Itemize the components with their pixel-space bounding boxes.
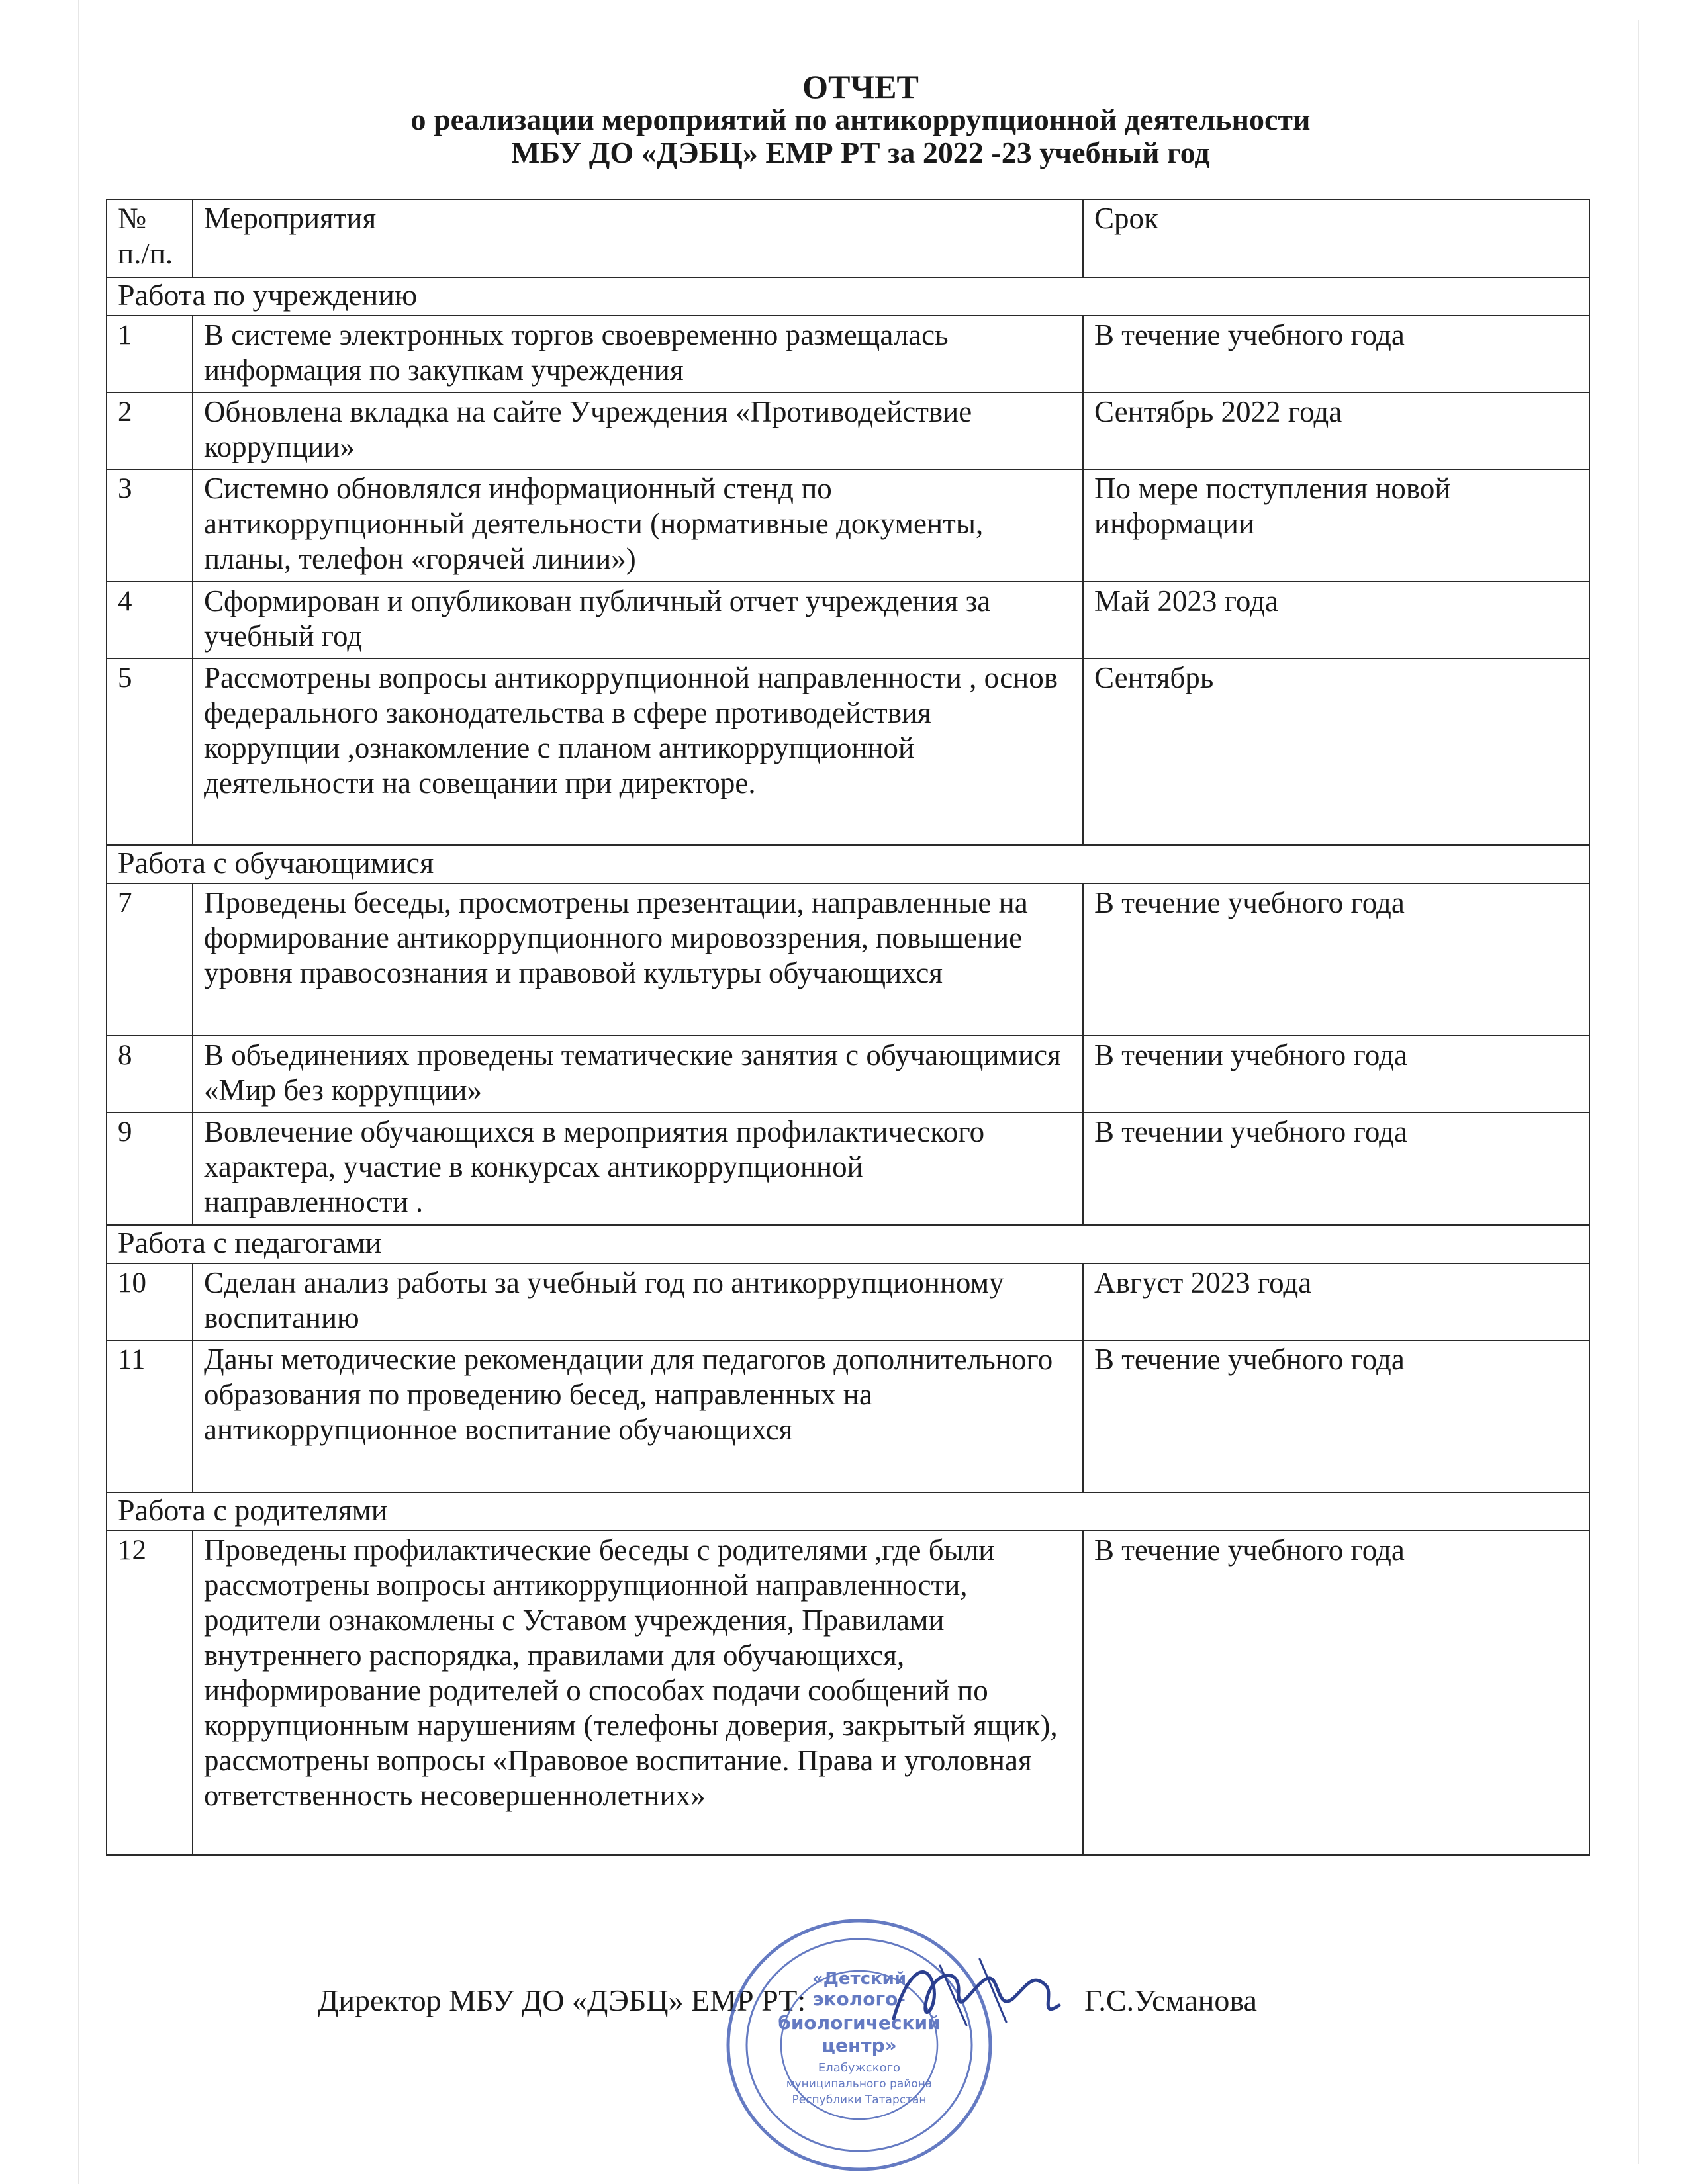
section-row (107, 845, 1589, 884)
report-subtitle-line2: МБУ ДО «ДЭБЦ» ЕМР РТ за 2022 -23 учебный год (511, 136, 1210, 169)
table-row (107, 884, 1589, 1036)
row-activity: Проведены профилактические беседы с родителями ,где были рассмотрены вопросы антикоррупционной направленности, родители ознакомлены с Уставом учреждения, Правилами внутреннего распорядка, правилами для обучающихся, информирование родителей о способах подачи сообщений по коррупционным нарушениям (телефоны доверия, закрытый ящик), рассмотрены вопросы «Правовое воспитание. Права и уголовная ответственность несовершеннолетних» (193, 1531, 1083, 1855)
row-term: В течении учебного года (1083, 1113, 1589, 1225)
row-term: Май 2023 года (1083, 582, 1589, 659)
table-row (107, 1036, 1589, 1113)
row-num: 4 (107, 582, 193, 659)
stamp-line-7: Республики Татарстан (792, 2093, 927, 2107)
title-block (199, 70, 1523, 169)
handwritten-signature (880, 1946, 1079, 2045)
row-term: В течение учебного года (1083, 1531, 1589, 1855)
report-subtitle-line1: о реализации мероприятий по антикоррупционной деятельности (410, 103, 1311, 136)
row-activity: Вовлечение обучающихся в мероприятия профилактического характера, участие в конкурсах антикоррупционной направленности . (193, 1113, 1083, 1225)
report-title: ОТЧЕТ (802, 68, 919, 105)
scan-edge-left (78, 0, 79, 2184)
stamp-line-3: биологический (778, 2012, 941, 2034)
row-activity: Рассмотрены вопросы антикоррупционной направленности , основ федерального законодательства в сфере противодействия коррупции ,ознакомление с планом антикоррупционной деятельности на совещании при директоре. (193, 659, 1083, 845)
table-row (107, 392, 1589, 469)
row-term: Сентябрь 2022 года (1083, 392, 1589, 469)
row-activity: Даны методические рекомендации для педагогов дополнительного образования по проведению бесед, направленных на антикоррупционное воспитание обучающихся (193, 1340, 1083, 1492)
table-row (107, 582, 1589, 659)
stamp-line-2: эколого- (812, 1988, 906, 2010)
header-num: № п./п. (107, 199, 193, 277)
stamp-line-1: «Детский (812, 1969, 907, 1989)
stamp-line-5: Елабужского (818, 2061, 901, 2075)
table-row (107, 1263, 1589, 1340)
row-activity: Проведены беседы, просмотрены презентации, направленные на формирование антикоррупционного мировоззрения, повышение уровня правосознания и правовой культуры обучающихся (193, 884, 1083, 1036)
section-row (107, 1225, 1589, 1263)
section-title: Работа с обучающимися (107, 845, 1589, 884)
section-row (107, 1492, 1589, 1531)
row-activity: Сформирован и опубликован публичный отчет учреждения за учебный год (193, 582, 1083, 659)
row-activity: В объединениях проведены тематические занятия с обучающимися «Мир без коррупции» (193, 1036, 1083, 1113)
director-position: Директор МБУ ДО «ДЭБЦ» ЕМР РТ: (318, 1983, 806, 2017)
row-term: В течение учебного года (1083, 884, 1589, 1036)
table-header-row (107, 199, 1589, 277)
row-num: 9 (107, 1113, 193, 1225)
row-activity: Обновлена вкладка на сайте Учреждения «Противодействие коррупции» (193, 392, 1083, 469)
row-num: 12 (107, 1531, 193, 1855)
section-title: Работа с педагогами (107, 1225, 1589, 1263)
row-term: По мере поступления новой информации (1083, 469, 1589, 582)
row-num: 2 (107, 392, 193, 469)
table-row (107, 659, 1589, 845)
report-table (106, 199, 1590, 1856)
row-num: 5 (107, 659, 193, 845)
header-activity: Мероприятия (193, 199, 1083, 277)
row-term: В течение учебного года (1083, 1340, 1589, 1492)
row-num: 8 (107, 1036, 193, 1113)
stamp-line-6: муниципального района (786, 2077, 933, 2091)
table-row (107, 1340, 1589, 1492)
scan-edge-right (1638, 20, 1639, 2164)
section-title: Работа по учреждению (107, 277, 1589, 316)
row-term: Август 2023 года (1083, 1263, 1589, 1340)
section-title: Работа с родителями (107, 1492, 1589, 1531)
section-row (107, 277, 1589, 316)
row-num: 10 (107, 1263, 193, 1340)
row-num: 3 (107, 469, 193, 582)
header-term: Срок (1083, 199, 1589, 277)
row-term: В течении учебного года (1083, 1036, 1589, 1113)
director-name: Г.С.Усманова (1084, 1983, 1257, 2017)
row-num: 11 (107, 1340, 193, 1492)
row-num: 1 (107, 316, 193, 392)
row-term: Сентябрь (1083, 659, 1589, 845)
row-activity: Сделан анализ работы за учебный год по антикоррупционному воспитанию (193, 1263, 1083, 1340)
row-activity: Системно обновлялся информационный стенд по антикоррупционный деятельности (нормативные документы, планы, телефон «горячей линии») (193, 469, 1083, 582)
table-row (107, 469, 1589, 582)
row-term: В течение учебного года (1083, 316, 1589, 392)
table-row (107, 316, 1589, 392)
row-activity: В системе электронных торгов своевременно размещалась информация по закупкам учреждения (193, 316, 1083, 392)
table-row (107, 1531, 1589, 1855)
row-num: 7 (107, 884, 193, 1036)
table-row (107, 1113, 1589, 1225)
stamp-line-4: центр» (821, 2034, 897, 2056)
